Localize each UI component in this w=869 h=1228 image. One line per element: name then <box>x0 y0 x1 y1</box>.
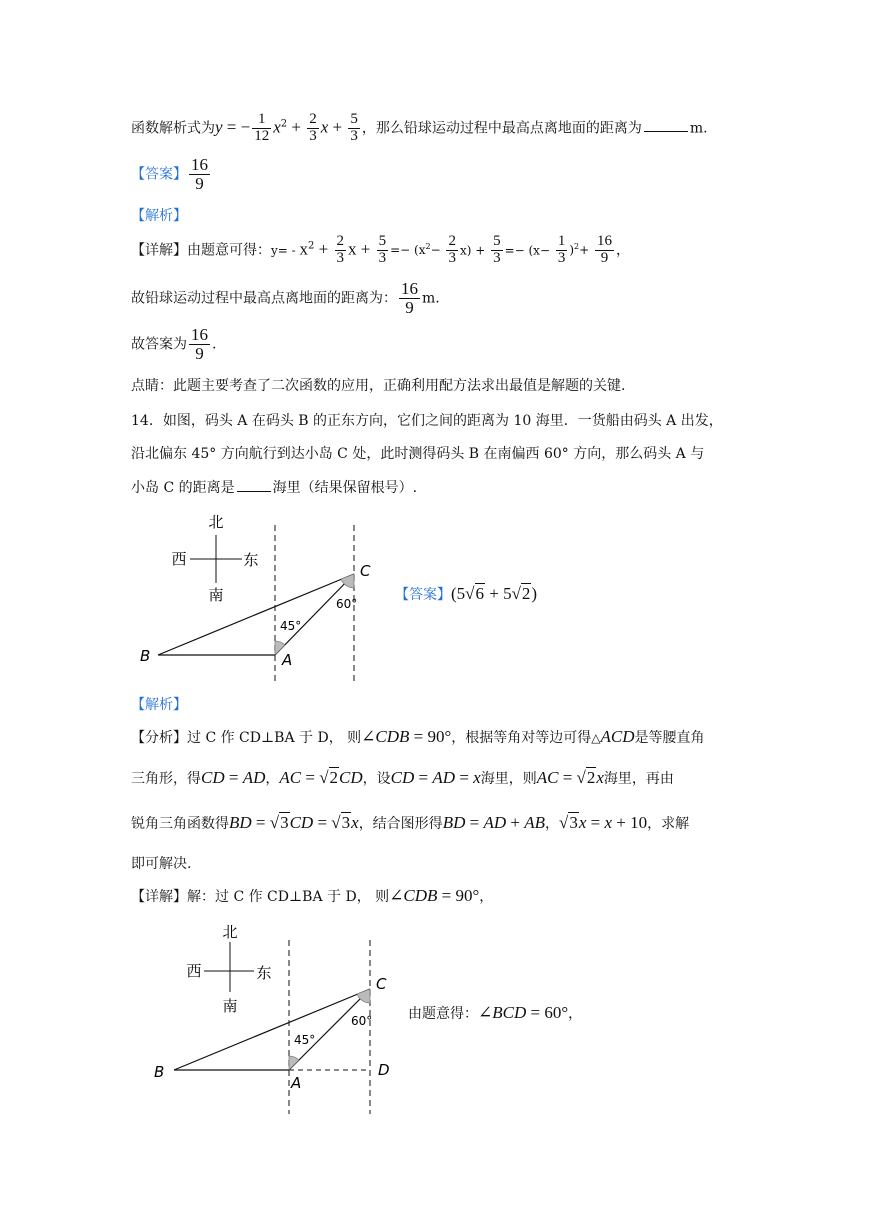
detail-1: 【详解】由题意可得：$y= - x^2$ + $\frac{2}{3}$ x + $\frac{5}{3}$ =− ($x^2-$ $\frac{2}{3}$ x) + $\frac{5}{3}$ =− (x− $\frac{1}{3}$ )$^2$+ $\frac{16}{9}$ ， <box>131 233 630 266</box>
answer-blank <box>237 479 271 492</box>
text: ，求解 <box>647 816 690 832</box>
problem-14-line-1: 14．如图，码头 A 在码头 B 的正东方向，它们之间的距离为 10 海里．一货船由码头 A 出发， <box>131 413 723 429</box>
compass-west: 西 <box>171 550 187 568</box>
figure-1 <box>130 505 420 690</box>
text: 海里，则 <box>480 771 537 787</box>
text: 由题意得： <box>408 1006 478 1022</box>
detail-tag: 【详解】 <box>131 242 187 259</box>
text: 锐角三角函数得 <box>131 816 229 832</box>
answer-blank <box>644 119 688 132</box>
text: m. <box>689 120 708 137</box>
point-c-label: C <box>360 562 371 580</box>
angle-60-label: 60° <box>351 1014 373 1028</box>
den: 9 <box>195 173 204 193</box>
analysis-line-3: 锐角三角函数得BD = √3CD = √3x，结合图形得BD = AD + AB，√3x = x + 10，求解 <box>131 813 690 832</box>
figure-2 <box>148 922 408 1117</box>
comment-line: 点睛：此题主要考查了二次函数的应用，正确利用配方法求出最值是解题的关键. <box>131 378 626 394</box>
analysis-tag: 【分析】 <box>131 730 187 746</box>
unit: m. <box>422 290 440 307</box>
text: 是等腰直角 <box>634 730 705 746</box>
point-c-label: C <box>376 975 387 993</box>
problem-14-line-2: 沿北偏东 45° 方向航行到达小岛 C 处，此时测得码头 B 在南偏西 60° 方向，那么码头 A 与 <box>131 446 705 462</box>
text: 小岛 C 的距离是 <box>131 480 235 496</box>
text: 解：过 C 作 CD⊥BA 于 D， 则 <box>187 889 390 905</box>
detail-tag: 【详解】 <box>131 889 187 905</box>
text: ，根据等角对等边可得 <box>451 730 592 746</box>
text: ，那么铅球运动过程中最高点离地面的距离为 <box>361 120 642 137</box>
compass-east: 东 <box>256 964 272 982</box>
side-text: 由题意得：∠BCD = 60°， <box>408 1003 583 1022</box>
compass-east: 东 <box>243 551 259 569</box>
point-a-label: A <box>282 651 293 669</box>
text: ， <box>545 816 559 832</box>
compass-south: 南 <box>222 997 238 1015</box>
function-line: 函数解析式为y = − $\frac{1}{12}$ $x^2$ + $\frac{2}{3}$ x + $\frac{5}{3}$ ，那么铅球运动过程中最高点离地面的距离为 m. <box>131 111 708 144</box>
num: 16 <box>191 155 208 174</box>
answer-tag: 【答案】 <box>131 166 187 183</box>
answer-1 <box>131 156 212 193</box>
compass-west: 西 <box>186 962 202 980</box>
text: 函数解析式为 <box>131 120 215 137</box>
text: 海里（结果保留根号）. <box>272 480 418 496</box>
angle-45-label: 45° <box>280 619 302 633</box>
text: 三角形，得 <box>131 771 201 787</box>
text: ，结合图形得 <box>358 816 443 832</box>
analysis-tag-2: 【解析】 <box>131 697 187 713</box>
answer-tag: 【答案】 <box>395 587 451 603</box>
problem-14-line-3 <box>131 477 417 497</box>
analysis-line-2: 三角形，得CD = AD，AC = √2CD，设CD = AD = x海里，则AC = √2x海里，再由 <box>131 768 674 787</box>
num: 16 <box>191 325 208 344</box>
conclude-1 <box>131 280 440 317</box>
angle-45-label: 45° <box>294 1033 316 1047</box>
text: 过 C 作 CD⊥BA 于 D， 则 <box>187 730 362 746</box>
den: 9 <box>195 343 204 363</box>
point-b-label: B <box>140 647 151 665</box>
analysis-line-4: 即可解决. <box>131 856 192 872</box>
answer-14: 【答案】(5√6 + 5√2) <box>395 584 538 603</box>
text: 海里，再由 <box>603 771 674 787</box>
angle-60-label: 60° <box>336 597 358 611</box>
text: ，设 <box>362 771 391 787</box>
text: 由题意可得： <box>187 242 271 259</box>
detail-2: 【详解】解：过 C 作 CD⊥BA 于 D， 则∠CDB = 90°， <box>131 886 494 905</box>
den: 9 <box>405 297 414 317</box>
compass-north: 北 <box>222 923 238 941</box>
compass-north: 北 <box>208 513 224 531</box>
text: ， <box>265 771 280 787</box>
analysis-line-1: 【分析】过 C 作 CD⊥BA 于 D， 则∠CDB = 90°，根据等角对等边可得△ACD是等腰直角 <box>131 727 705 746</box>
analysis-tag-1: 【解析】 <box>131 208 187 224</box>
text: 故答案为 <box>131 336 187 353</box>
point-d-label: D <box>378 1061 390 1079</box>
text: . <box>212 336 217 353</box>
compass-south: 南 <box>208 586 224 604</box>
num: 16 <box>401 279 418 298</box>
conclude-2 <box>131 326 216 363</box>
point-a-label: A <box>291 1074 302 1092</box>
text: 故铅球运动过程中最高点离地面的距离为： <box>131 290 397 307</box>
point-b-label: B <box>154 1063 165 1081</box>
